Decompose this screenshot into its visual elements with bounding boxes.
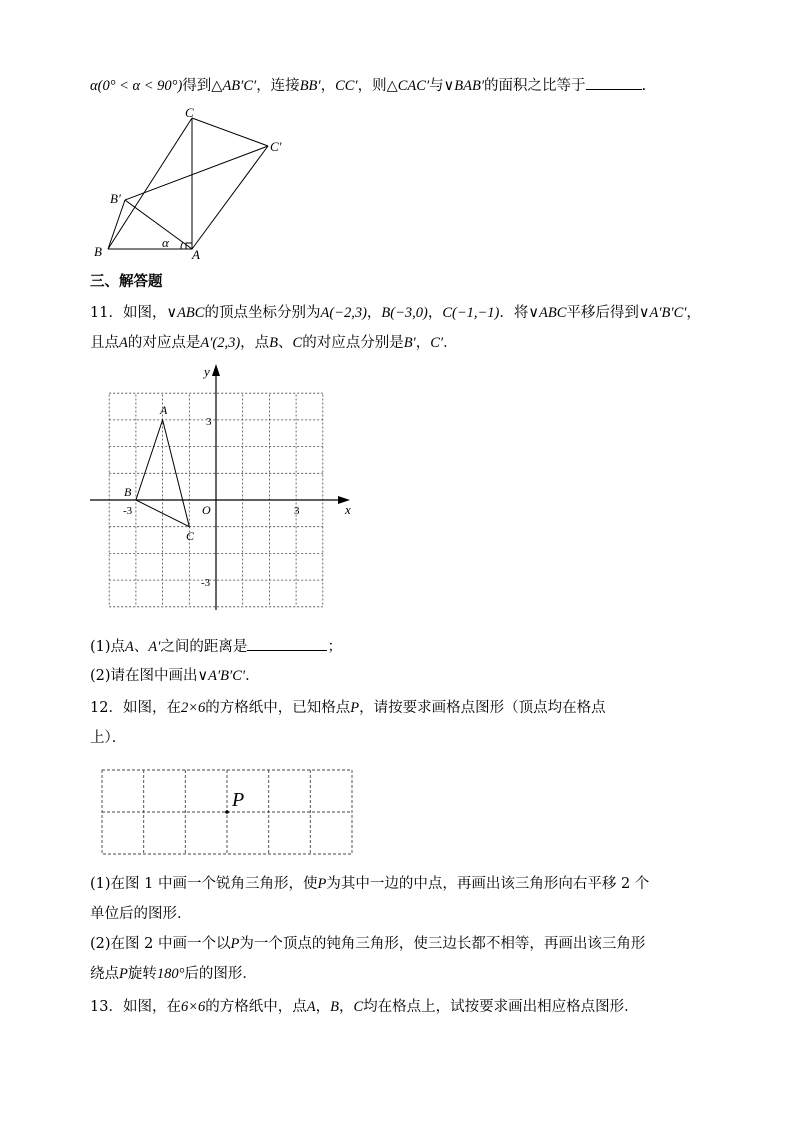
q11-line1: 11．如图，∨ABC的顶点坐标分别为A(−2,3)，B(−3,0)，C(−1,−1)．将∨ABC平移后得到∨A′B′C′， [90,305,701,321]
point-label-A: A [160,403,168,417]
y-axis-arrow [212,364,220,376]
label-C-prime: C′ [270,139,282,154]
tick-y-neg: -3 [201,577,211,589]
seg-Bp-Cp [125,146,268,200]
point-label-P: P [232,789,245,811]
section-heading: 三、解答题 [90,273,163,290]
tick-x-neg: -3 [123,505,133,517]
q12-sub1-line1: (1)在图 1 中画一个锐角三角形，使P为其中一边的中点，再画出该三角形向右平移 2 个 [90,876,650,892]
tick-y-pos: 3 [206,416,212,428]
q11-line2: 且点A的对应点是A′(2,3)，点B、C的对应点分别是B′，C′． [90,335,458,351]
label-B-prime: B′ [110,191,121,206]
q12-grid[interactable] [100,768,356,858]
q10-text-line: α(0° < α < 90°)得到△AB′C′，连接BB′，CC′，则△CAC′与∨BAB′的面积之比等于 . [90,78,647,94]
origin-label: O [202,503,211,517]
q12-sub2-line2: 绕点P旋转180°后的图形． [90,966,257,982]
seg-BC [108,118,192,249]
q11-sub1: (1)点A、A′之间的距离是 ； [90,639,342,655]
alpha-arc [181,242,183,249]
q11-coordinate-grid[interactable] [88,362,358,614]
q12-line2: 上）． [90,730,127,746]
point-P [225,810,229,814]
seg-AB-prime [125,200,192,249]
tick-x-pos: 3 [294,505,300,517]
seg-BB-prime [108,200,125,249]
q10-answer-blank[interactable] [586,89,642,90]
point-label-C: C [186,529,195,543]
q11-sub2: (2)请在图中画出∨A′B′C′． [90,668,260,684]
q11-answer-blank[interactable] [247,650,327,651]
label-C: C [185,105,194,120]
q12-sub2-line1: (2)在图 2 中画一个以P为一个顶点的钝角三角形，使三边长都不相等，再画出该三角形 [90,936,646,952]
q12-line1: 12．如图，在2×6的方格纸中，已知格点P，请按要求画格点图形（顶点均在格点 [90,700,606,716]
point-label-B: B [124,485,132,499]
axis-label-y: y [204,364,210,379]
q13-line1: 13．如图，在6×6的方格纸中，点A，B，C均在格点上，试按要求画出相应格点图形． [90,999,639,1015]
q12-sub1-line2: 单位后的图形． [90,906,192,922]
seg-AC-prime [192,146,268,249]
seg-CC-prime [192,118,268,146]
label-B: B [94,244,102,259]
label-alpha: α [162,235,169,250]
q10-rotation-figure [88,104,298,264]
label-A: A [192,247,200,262]
axis-label-x: x [345,502,351,517]
